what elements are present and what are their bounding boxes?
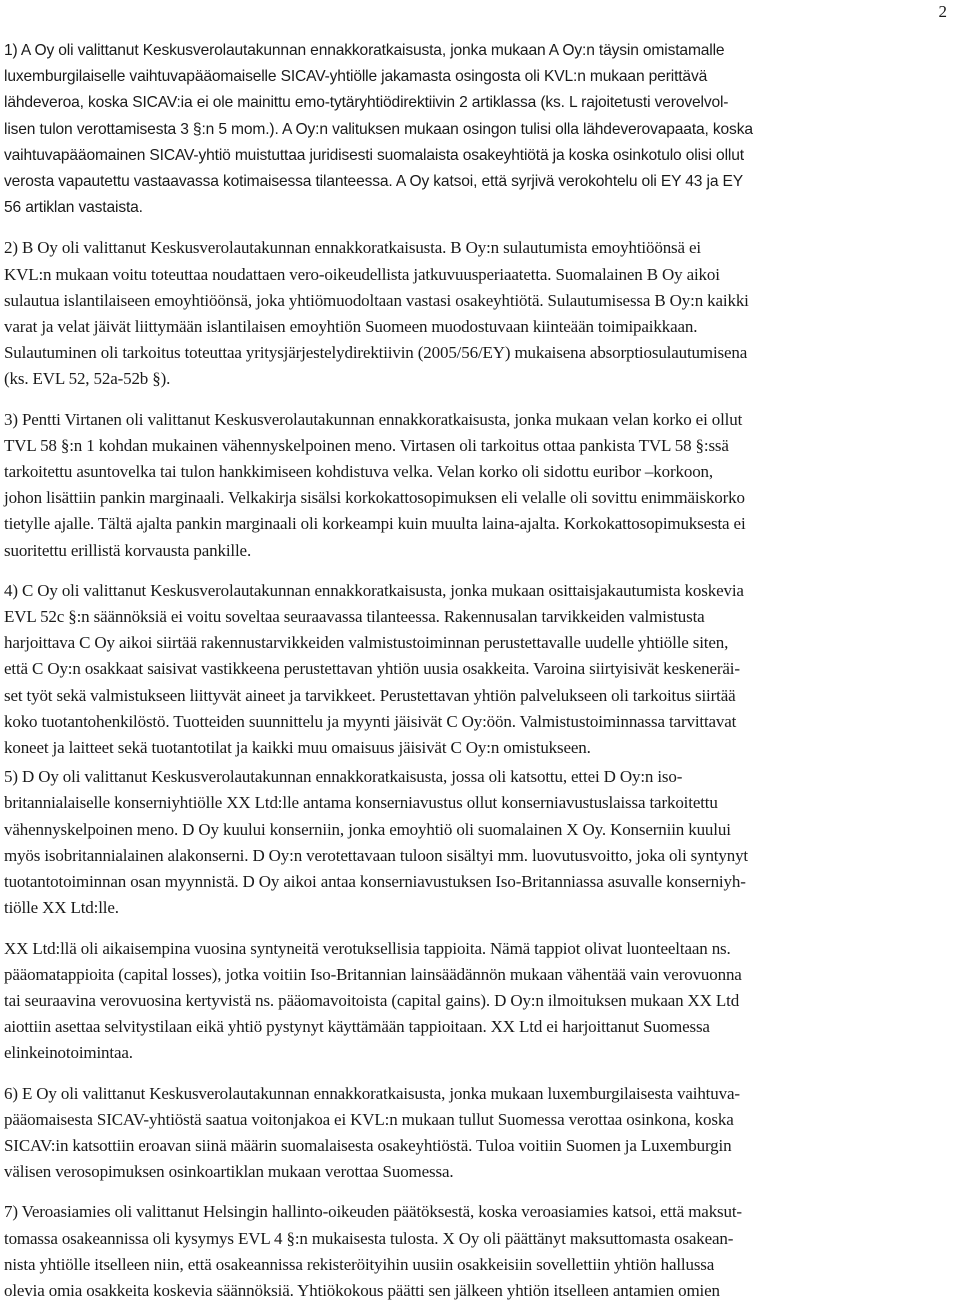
paragraph-5 <box>4 764 952 921</box>
text-line: suoritettu erillistä korvausta pankille. <box>4 540 252 560</box>
text-line: elinkeinotoimintaa. <box>4 1043 133 1063</box>
text-line: lisen tulon verottamisesta 3 §:n 5 mom.). A Oy:n valituksen mukaan osingon tulisi olla lähdeverovapaata, koska <box>4 120 753 138</box>
text-line: myös isobritannialainen alakonserni. D Oy:n verotettavaan tuloon sisältyi mm. luovutusvoitto, joka oli syntynyt <box>4 845 749 865</box>
text-line: tarkoitettu asuntovelka tai tulon hankkimiseen kohdistuva velka. Velan korko oli sidottu euribor –korkoon, <box>4 462 713 482</box>
text-line: 56 artiklan vastaista. <box>4 199 143 217</box>
text-line: set työt sekä valmistukseen liittyvät aineet ja tarvikkeet. Perustettavan yhtiön palvelukseen oli tarkoitus siirtää <box>4 685 736 705</box>
text-line: tomassa osakeannissa oli kysymys EVL 4 §:n mukaisesta tulosta. X Oy oli päättänyt maksuttomasta osakean- <box>4 1228 734 1248</box>
text-line: TVL 58 §:n 1 kohdan mukainen vähennyskelpoinen meno. Virtasen oli tarkoitus ottaa pankista TVL 58 §:ssä <box>4 435 729 455</box>
page-number: 2 <box>938 2 947 21</box>
text-line: Sulautuminen oli tarkoitus toteuttaa yritysjärjestelydirektiivin (2005/56/EY) mukaisena absorptiosulautumisena <box>4 343 748 363</box>
paragraph-2 <box>4 235 952 392</box>
text-line: KVL:n mukaan voitu toteuttaa noudattaen vero-oikeudellista jatkuvuusperiaatetta. Suomalainen B Oy aikoi <box>4 264 720 284</box>
text-line: SICAV:in katsottiin eroavan siinä määrin suomalaisesta osakeyhtiöstä. Tuloa voitiin Suomen ja Luxemburgin <box>4 1135 732 1155</box>
text-line: tai seuraavina verovuosina kertyvistä ns. pääomavoitoista (capital gains). D Oy:n ilmoituksen mukaan XX Ltd <box>4 990 740 1010</box>
paragraph-8 <box>4 1199 952 1304</box>
text-line: luxemburgilaiselle vaihtuvapääomaiselle SICAV-yhtiölle jakamasta osingosta oli KVL:n mukaan perittävä <box>4 68 708 86</box>
text-line: 2) B Oy oli valittanut Keskusverolautakunnan ennakkoratkaisusta. B Oy:n sulautumista emoyhtiöönsä ei <box>4 238 701 258</box>
document-body <box>4 38 952 1304</box>
paragraph-4 <box>4 578 952 761</box>
text-line: XX Ltd:llä oli aikaisempina vuosina syntyneitä verotuksellisia tappioita. Nämä tappiot olivat luonteeltaan ns. <box>4 938 731 958</box>
text-line: tietylle ajalle. Tältä ajalta pankin marginaali oli korkeampi kuin muulta laina-ajalta. Korkokattosopimuksesta ei <box>4 514 746 534</box>
text-line: johon lisättiin pankin marginaali. Velkakirja sisälsi korkokattosopimuksen eli velalle oli sovittu enimmäiskorko <box>4 488 745 508</box>
text-line: tuotantotoiminnan osan myynnistä. D Oy aikoi antaa konserniavustuksen Iso-Britanniassa asuvalle konserniyh- <box>4 872 746 892</box>
paragraph-7 <box>4 1081 952 1186</box>
paragraph-1 <box>4 38 952 221</box>
text-line: 3) Pentti Virtanen oli valittanut Keskusverolautakunnan ennakkoratkaisusta, jonka mukaan velan korko ei ollut <box>4 409 743 429</box>
text-line: 5) D Oy oli valittanut Keskusverolautakunnan ennakkoratkaisusta, jossa oli katsottu, ettei D Oy:n iso- <box>4 767 683 787</box>
text-line: lähdeveroa, koska SICAV:ia ei ole mainittu emo-tytäryhtiödirektiivin 2 artiklassa (ks. L rajoitetusti verovelvol- <box>4 94 729 112</box>
text-line: tiölle XX Ltd:lle. <box>4 898 119 918</box>
text-line: verosta vapautettu vastaavassa kotimaisessa tilanteessa. A Oy katsoi, että syrjivä verokohtelu oli EY 43 ja EY <box>4 173 744 191</box>
text-line: EVL 52c §:n säännöksiä ei voitu soveltaa seuraavassa tilanteessa. Rakennusalan tarvikkeiden valmistusta <box>4 607 705 627</box>
text-line: sulautua islantilaiseen emoyhtiöönsä, joka yhtiömuodoltaan vastasi osakeyhtiötä. Sulautumisessa B Oy:n kaikki <box>4 290 749 310</box>
text-line: 4) C Oy oli valittanut Keskusverolautakunnan ennakkoratkaisusta, jonka mukaan osittaisjakautumista koskevia <box>4 580 744 600</box>
text-line: 7) Veroasiamies oli valittanut Helsingin hallinto-oikeuden päätöksestä, koska veroasiamies katsoi, että maksut- <box>4 1202 742 1222</box>
text-line: koko tuotantohenkilöstö. Tuotteiden suunnittelu ja myynti jäisivät C Oy:öön. Valmistustoiminnassa tarvittavat <box>4 711 737 731</box>
text-line: 1) A Oy oli valittanut Keskusverolautakunnan ennakkoratkaisusta, jonka mukaan A Oy:n täysin omistamalle <box>4 42 725 59</box>
text-line: vähennyskelpoinen meno. D Oy kuului konserniin, jonka emoyhtiö oli suomalainen X Oy. Konserniin kuului <box>4 819 731 839</box>
paragraph-3 <box>4 407 952 564</box>
text-line: koneet ja laitteet sekä tuotantotilat ja kaikki muu omaisuus jäisivät C Oy:n omistukseen. <box>4 738 591 758</box>
text-line: vaihtuvapääomainen SICAV-yhtiö muistuttaa juridisesti suomalaista osakeyhtiötä ja koska osinkotulo olisi ollut <box>4 146 744 164</box>
text-line: aiottiin asettaa selvitystilaan eikä yhtiö pystynyt käyttämään tappioitaan. XX Ltd ei harjoittanut Suomessa <box>4 1017 710 1037</box>
text-line: että C Oy:n osakkaat saisivat vastikkeena perustettavan yhtiön uusia osakkeita. Varoina siirtyisivät keskeneräi- <box>4 659 740 679</box>
text-line: 6) E Oy oli valittanut Keskusverolautakunnan ennakkoratkaisusta, jonka mukaan luxemburgilaisesta vaihtuva- <box>4 1083 740 1103</box>
text-line: välisen verosopimuksen osinkoartiklan mukaan verottaa Suomessa. <box>4 1162 454 1182</box>
text-line: olevia omia osakkeita koskevia säännöksiä. Yhtiökokous päätti sen jälkeen yhtiön itselleen antamien omien <box>4 1280 720 1300</box>
paragraph-6 <box>4 936 952 1067</box>
text-line: (ks. EVL 52, 52a-52b §). <box>4 369 171 389</box>
text-line: varat ja velat jäivät liittymään islantilaisen emoyhtiön Suomeen muodostuvaan kiinteään toimipaikkaan. <box>4 317 698 337</box>
text-line: britannialaiselle konserniyhtiölle XX Ltd:lle antama konserniavustus ollut konserniavustuslaissa tarkoitettu <box>4 793 718 813</box>
text-line: pääomaisesta SICAV-yhtiöstä saatua voitonjakoa ei KVL:n mukaan tullut Suomessa verottaa osinkona, koska <box>4 1109 734 1129</box>
text-line: nista yhtiölle itselleen niin, että osakeannissa rekisteröityihin uusiin osakkeisiin sovellettiin yhtiön hallussa <box>4 1254 715 1274</box>
text-line: harjoittava C Oy aikoi siirtää rakennustarvikkeiden valmistustoiminnan perustettavalle uudelle yhtiölle siten, <box>4 633 729 653</box>
text-line: pääomatappioita (capital losses), jotka voitiin Iso-Britannian lainsäädännön mukaan vähentää vain verovuonna <box>4 964 742 984</box>
